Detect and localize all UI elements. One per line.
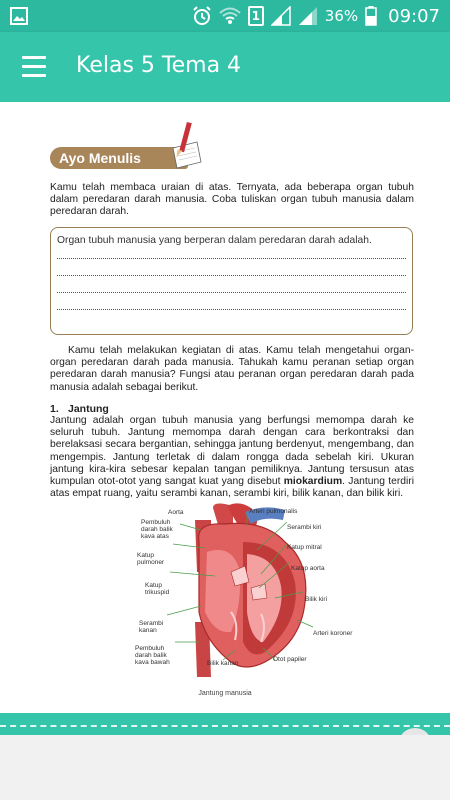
para3-bold: miokardium <box>283 476 343 488</box>
clock: 09:07 <box>388 5 440 27</box>
answer-line <box>57 309 406 310</box>
signal-icon <box>298 6 318 26</box>
label-aorta: Aorta <box>168 509 184 516</box>
figure-caption: Jantung manusia <box>198 690 252 697</box>
bottom-area <box>0 735 450 800</box>
battery-percent: 36% <box>324 7 359 25</box>
label-serambi-kiri: Serambi kiri <box>287 524 322 531</box>
battery-icon <box>365 6 377 26</box>
app-bar <box>0 32 450 102</box>
pencil-icon <box>165 120 205 170</box>
wifi-icon <box>219 7 241 25</box>
answer-line <box>57 292 406 293</box>
label-katup-pulmoner: Katup pulmoner <box>137 552 165 567</box>
page-footer-strip <box>0 713 450 735</box>
section-title: Jantung <box>68 403 109 415</box>
para3-start: Jantung adalah organ tubuh manusia yang berfungsi memompa darah ke seluruh tubuh. Jantung memompa darah dengan cara berkontraksi dan berelaksasi secara bergantian, sehingga jantung berdenyut, mengembang, dan mengempis. Jantung terletak di dalam rongga dada sebelah kiri. Ukuran jantung kira-kira sebesar kepalan tangan pemiliknya. Jantung tersusun atas kumpulan otot-otot yang sangat kuat yang disebut <box>50 415 414 488</box>
label-pembuluh-bawah: Pembuluh darah balik kava bawah <box>135 645 170 667</box>
box-prompt: Organ tubuh manusia yang berperan dalam peredaran darah adalah. <box>57 235 372 246</box>
sim-icon: 1 <box>248 6 264 26</box>
paragraph-3 <box>50 415 414 500</box>
book-page[interactable] <box>0 102 450 712</box>
label-pembuluh-atas: Pembuluh darah balik kava atas <box>141 519 173 541</box>
status-bar <box>0 0 450 32</box>
label-arteri-pulmonalis: Arteri pulmonalis <box>249 508 298 515</box>
section-heading <box>50 403 109 415</box>
label-katup-trikuspid: Katup trikuspid <box>145 582 170 597</box>
signal-icon <box>271 6 291 26</box>
label-bilik-kiri: Bilik kiri <box>305 596 328 603</box>
label-katup-aorta: Katup aorta <box>291 565 325 572</box>
menu-icon[interactable] <box>22 56 48 78</box>
alarm-icon <box>192 6 212 26</box>
paragraph-2: Kamu telah melakukan kegiatan di atas. Kamu telah mengetahui organ-organ peredaran darah pada manusia. Tahukah kamu peranan setiap organ peredaran darah manusia? Fungsi atau peranan organ peredaran darah pada manusia adalah sebagai berikut. <box>50 345 414 393</box>
label-bilik-kanan: Bilik kanan <box>207 660 239 667</box>
answer-line <box>57 275 406 276</box>
section-badge: Ayo Menulis <box>50 147 188 169</box>
heart-diagram <box>135 502 360 677</box>
label-arteri-koroner: Arteri koroner <box>313 630 353 637</box>
label-otot-papiler: Otot papiler <box>273 656 307 663</box>
photo-icon <box>10 7 28 25</box>
para3-end: . Jantung terdiri atas empat ruang, yaitu serambi kanan, serambi kiri, bilik kanan, dan bilik kiri. <box>50 476 414 500</box>
app-title: Kelas 5 Tema 4 <box>76 53 242 78</box>
answer-line <box>57 258 406 259</box>
label-serambi-kanan: Serambi kanan <box>139 620 164 635</box>
intro-paragraph: Kamu telah membaca uraian di atas. Ternyata, ada beberapa organ tubuh dalam peredaran darah manusia. Coba tuliskan organ tubuh manusia dalam peredaran darah. <box>50 182 414 218</box>
section-number: 1. <box>50 403 59 415</box>
footer-dashed-line <box>0 725 450 727</box>
label-katup-mitral: Katup mitral <box>287 544 322 551</box>
writing-box <box>50 227 413 335</box>
